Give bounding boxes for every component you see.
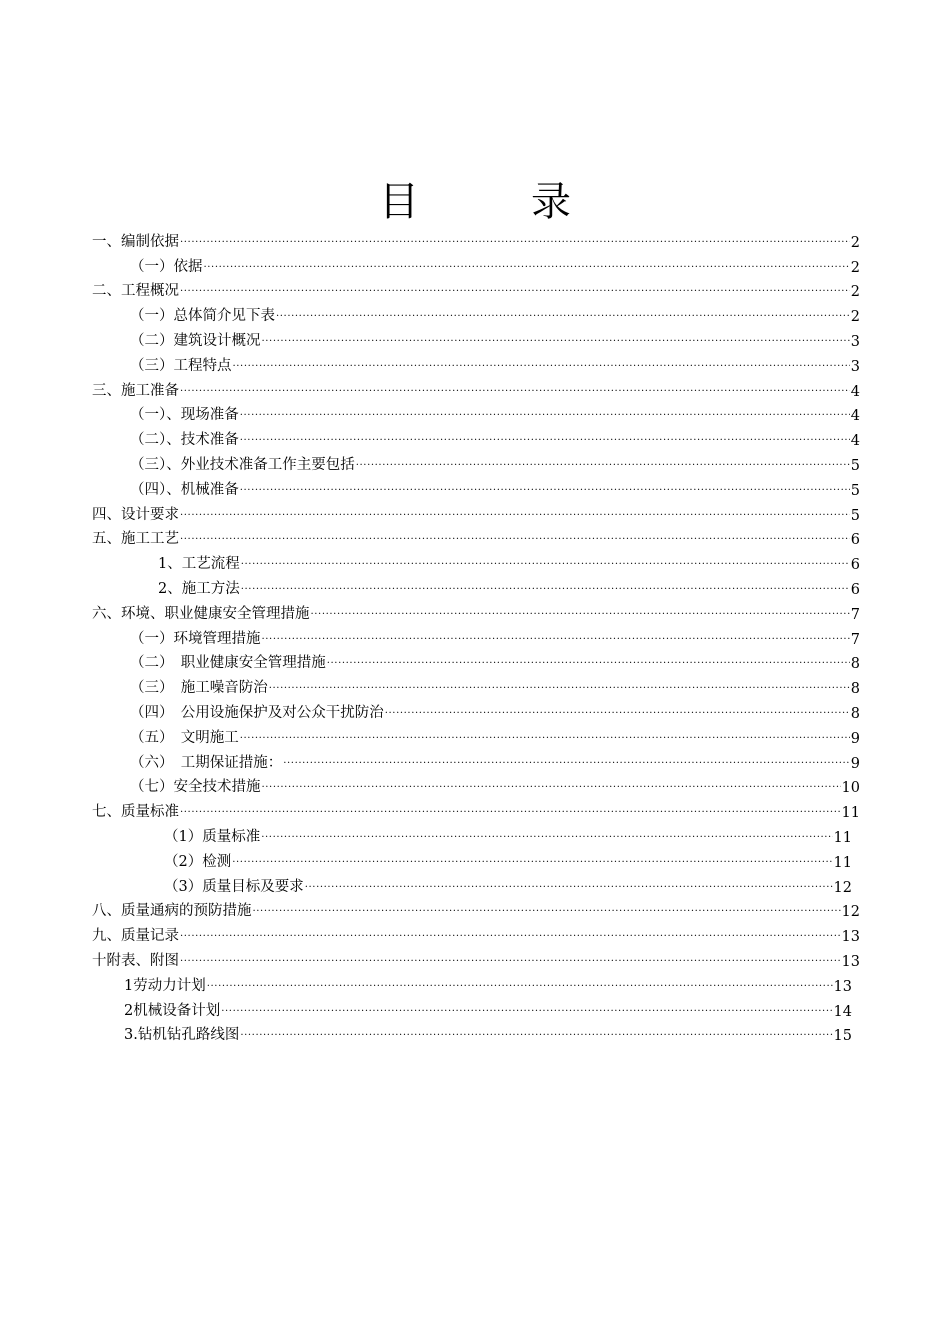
toc-entry-page-number: 8 [850, 705, 860, 722]
toc-entry-label: 六、环境、职业健康安全管理措施 [92, 605, 310, 622]
toc-dot-leader [240, 728, 850, 744]
toc-entry[interactable] [92, 896, 860, 921]
toc-entry-label: （1）质量标准 [164, 828, 261, 845]
toc-entry[interactable] [92, 598, 860, 623]
toc-dot-leader [262, 331, 850, 347]
toc-entry-label: （二）建筑设计概况 [130, 332, 261, 349]
toc-entry-page-number: 9 [850, 755, 860, 772]
toc-dot-leader [240, 1025, 832, 1041]
toc-entry[interactable] [92, 499, 860, 524]
toc-entry-label: （一）环境管理措施 [130, 630, 261, 647]
toc-dot-leader [232, 852, 832, 868]
toc-entry-label: 二、工程概况 [92, 283, 179, 300]
toc-entry[interactable] [92, 573, 860, 598]
toc-entry-label: （七）安全技术措施 [130, 779, 261, 796]
toc-entry-label: （六） 工期保证措施： [130, 754, 283, 771]
toc-entry-page-number: 5 [850, 482, 860, 499]
toc-dot-leader [233, 356, 850, 372]
toc-entry-label: （3）质量目标及要求 [164, 878, 304, 895]
toc-entry-page-number: 5 [850, 507, 860, 524]
toc-entry-page-number: 8 [850, 656, 860, 673]
toc-entry-page-number: 15 [833, 1028, 852, 1045]
toc-entry-label: 九、质量记录 [92, 928, 179, 945]
toc-entry-page-number: 11 [841, 805, 860, 822]
toc-dot-leader [311, 604, 850, 620]
toc-entry-page-number: 6 [850, 581, 860, 598]
toc-entry-page-number: 2 [850, 234, 860, 251]
toc-entry[interactable] [92, 920, 860, 945]
toc-entry-page-number: 3 [850, 358, 860, 375]
toc-entry-page-number: 4 [850, 433, 860, 450]
toc-entry-page-number: 7 [850, 606, 860, 623]
toc-dot-leader [180, 505, 850, 521]
toc-entry-label: 一、编制依据 [92, 233, 179, 250]
toc-entry-label: 七、质量标准 [92, 804, 179, 821]
toc-entry[interactable] [92, 1020, 860, 1045]
toc-dot-leader [180, 232, 850, 248]
toc-entry-label: 2、施工方法 [158, 580, 240, 597]
toc-entry-page-number: 9 [850, 730, 860, 747]
toc-entry-page-number: 8 [850, 681, 860, 698]
toc-entry[interactable] [92, 747, 860, 772]
toc-dot-leader [385, 703, 850, 719]
toc-entry-label: （三）、外业技术准备工作主要包括 [130, 456, 355, 473]
toc-entry[interactable] [92, 300, 860, 325]
toc-entry-label: 1劳动力计划 [124, 977, 206, 994]
toc-entry[interactable] [92, 251, 860, 276]
toc-entry[interactable] [92, 821, 860, 846]
toc-dot-leader [356, 455, 850, 471]
toc-entry[interactable] [92, 325, 860, 350]
toc-entry[interactable] [92, 722, 860, 747]
toc-entry[interactable] [92, 375, 860, 400]
toc-dot-leader [276, 306, 850, 322]
toc-entry-label: （一）依据 [130, 258, 203, 275]
toc-dot-leader [240, 405, 850, 421]
toc-entry-page-number: 6 [850, 557, 860, 574]
toc-entry-label: 八、质量通病的预防措施 [92, 903, 252, 920]
toc-dot-leader [204, 257, 850, 273]
toc-entry[interactable] [92, 524, 860, 549]
toc-entry-label: （三） 施工噪音防治 [130, 680, 268, 697]
toc-dot-leader [253, 901, 841, 917]
toc-entry-label: （五） 文明施工 [130, 729, 239, 746]
toc-entry[interactable] [92, 672, 860, 697]
toc-entry-label: 3.钻机钻孔路线图 [124, 1027, 240, 1044]
toc-entry-label: 三、施工准备 [92, 382, 179, 399]
toc-entry-label: （四）、机械准备 [130, 481, 239, 498]
toc-dot-leader [180, 381, 850, 397]
toc-dot-leader [221, 1001, 832, 1017]
toc-entry-label: （一）总体简介见下表 [130, 308, 275, 325]
toc-dot-leader [180, 951, 841, 967]
toc-entry-page-number: 12 [833, 879, 852, 896]
toc-entry-label: 1、工艺流程 [158, 556, 240, 573]
toc-entry-page-number: 11 [833, 829, 852, 846]
toc-entry-label: 四、设计要求 [92, 506, 179, 523]
toc-entry[interactable] [92, 400, 860, 425]
toc-entry[interactable] [92, 474, 860, 499]
toc-dot-leader [180, 802, 841, 818]
toc-entry-label: （2）检测 [164, 853, 232, 870]
toc-entry[interactable] [92, 276, 860, 301]
toc-entry-label: 五、施工工艺 [92, 531, 179, 548]
toc-entry[interactable] [92, 548, 860, 573]
toc-entry[interactable] [92, 995, 860, 1020]
toc-entry-page-number: 7 [850, 631, 860, 648]
toc-dot-leader [241, 579, 850, 595]
toc-entry-label: （二） 职业健康安全管理措施 [130, 655, 326, 672]
toc-entry[interactable] [92, 424, 860, 449]
toc-entry-page-number: 3 [850, 333, 860, 350]
toc-entry-page-number: 10 [841, 780, 860, 797]
toc-dot-leader [262, 629, 850, 645]
toc-dot-leader [240, 480, 850, 496]
toc-entry-label: （一）、现场准备 [130, 407, 239, 424]
toc-entry-label: 十附表、附图 [92, 952, 179, 969]
toc-entry-page-number: 13 [841, 953, 860, 970]
toc-entry-page-number: 14 [833, 1003, 852, 1020]
toc-entry[interactable] [92, 350, 860, 375]
toc-dot-leader [241, 554, 850, 570]
toc-entry[interactable] [92, 648, 860, 673]
toc-entry-page-number: 2 [850, 284, 860, 301]
toc-dot-leader [305, 877, 833, 893]
toc-entry-page-number: 2 [850, 259, 860, 276]
toc-entry-label: （三）工程特点 [130, 357, 232, 374]
toc-entry[interactable] [92, 449, 860, 474]
toc-entry[interactable] [92, 697, 860, 722]
toc-entry-page-number: 12 [841, 904, 860, 921]
toc-entry-page-number: 5 [850, 457, 860, 474]
toc-entry-page-number: 2 [850, 309, 860, 326]
toc-entry-page-number: 4 [850, 383, 860, 400]
toc-entry-label: 2机械设备计划 [124, 1002, 221, 1019]
toc-entry-page-number: 11 [833, 854, 852, 871]
toc-dot-leader [261, 827, 832, 843]
toc-dot-leader [262, 777, 841, 793]
toc-entry[interactable] [92, 623, 860, 648]
toc-dot-leader [269, 678, 850, 694]
toc-entry-label: （二）、技术准备 [130, 432, 239, 449]
toc-entry[interactable] [92, 970, 860, 995]
toc-dot-leader [180, 529, 850, 545]
table-of-contents [92, 226, 860, 1044]
toc-entry-page-number: 4 [850, 408, 860, 425]
toc-entry-label: （四） 公用设施保护及对公众干扰防治 [130, 704, 384, 721]
toc-dot-leader [207, 976, 833, 992]
toc-dot-leader [180, 281, 850, 297]
toc-dot-leader [240, 430, 850, 446]
toc-entry[interactable] [92, 871, 860, 896]
toc-entry-page-number: 6 [850, 532, 860, 549]
toc-entry[interactable] [92, 945, 860, 970]
toc-dot-leader [283, 753, 850, 769]
toc-dot-leader [327, 653, 850, 669]
toc-entry[interactable] [92, 846, 860, 871]
page-title: 目 录 [379, 179, 607, 225]
toc-entry[interactable] [92, 796, 860, 821]
toc-entry[interactable] [92, 226, 860, 251]
toc-dot-leader [180, 926, 841, 942]
toc-entry-page-number: 13 [841, 929, 860, 946]
toc-entry-page-number: 13 [833, 978, 852, 995]
toc-entry[interactable] [92, 772, 860, 797]
